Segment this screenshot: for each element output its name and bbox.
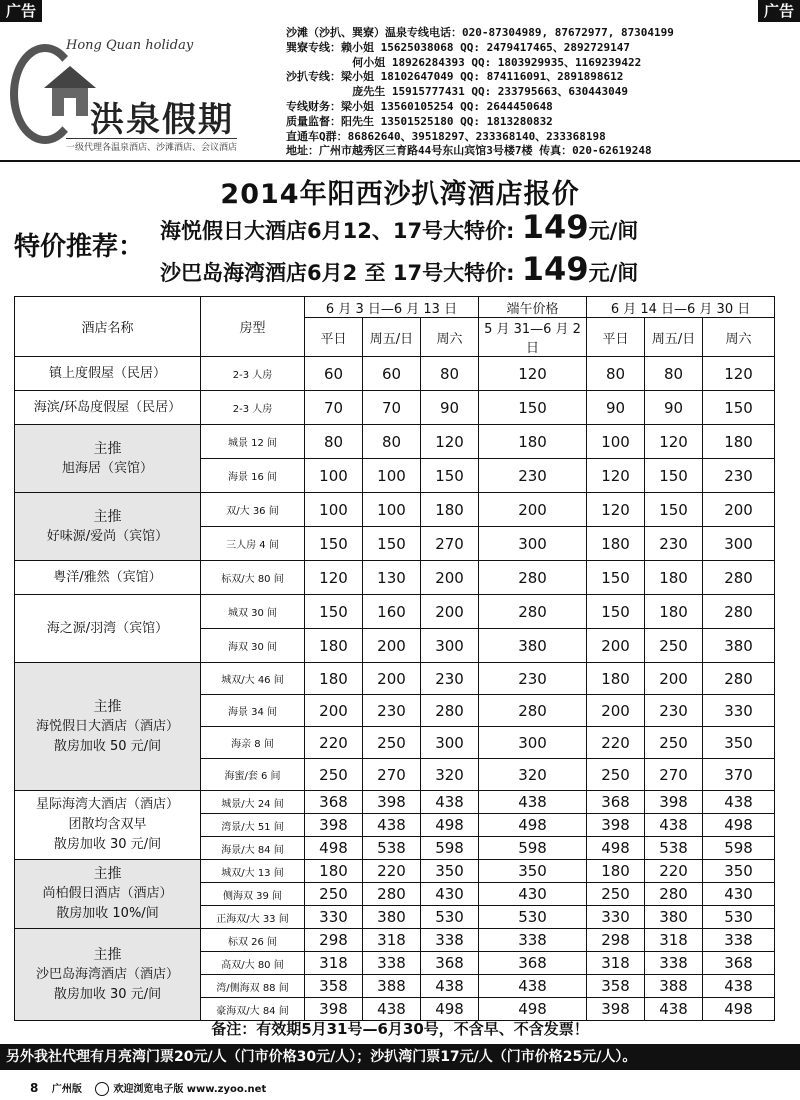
hotel-name-line: 好味源/爱尚（宾馆） — [46, 528, 169, 544]
room-type: 高双/大 80 间 — [201, 952, 305, 975]
price-cell: 270 — [645, 759, 703, 791]
price-cell: 100 — [305, 493, 363, 527]
price-cell: 100 — [587, 425, 645, 459]
room-type: 海景 34 间 — [201, 695, 305, 727]
table-row — [15, 860, 775, 883]
price-cell: 130 — [363, 561, 421, 595]
price-cell: 120 — [479, 357, 587, 391]
featured-label: 主推 — [93, 946, 122, 963]
price-cell: 80 — [587, 357, 645, 391]
price-cell: 358 — [587, 975, 645, 998]
price-cell: 498 — [587, 837, 645, 860]
logo-english: Hong Quan holiday — [66, 38, 194, 53]
price-cell: 498 — [479, 998, 587, 1021]
hotel-name — [15, 595, 201, 663]
featured-label: 主推 — [93, 866, 122, 882]
price-cell: 398 — [587, 814, 645, 837]
price-cell: 368 — [479, 952, 587, 975]
ticket-banner: 另外我社代理有月亮湾门票20元/人（门市价格30元/人）；沙扒湾门票17元/人（门市价格25元/人）。 — [0, 1044, 800, 1070]
room-type: 城双/大 13 间 — [201, 860, 305, 883]
price-cell: 270 — [421, 527, 479, 561]
price-cell: 498 — [421, 814, 479, 837]
price-cell: 200 — [587, 695, 645, 727]
room-type: 标双/大 80 间 — [201, 561, 305, 595]
price-cell: 180 — [587, 527, 645, 561]
hotel-name — [15, 493, 201, 561]
price-cell: 80 — [421, 357, 479, 391]
price-cell: 380 — [363, 906, 421, 929]
ad-label-left: 广告 — [0, 0, 42, 22]
header-saturday: 周六 — [703, 318, 775, 357]
header-period-1: 6 月 3 日—6 月 13 日 — [305, 297, 479, 318]
price-cell: 150 — [363, 527, 421, 561]
note: 备注：有效期5月31号—6月30号，不含早、不含发票！ — [211, 1020, 589, 1038]
room-type: 城双 30 间 — [201, 595, 305, 629]
price-cell: 220 — [645, 860, 703, 883]
hotel-name-line: 散房加收 10%/间 — [56, 906, 159, 921]
price-cell: 230 — [645, 695, 703, 727]
price-cell: 350 — [703, 860, 775, 883]
price-cell: 330 — [305, 906, 363, 929]
price-cell: 330 — [703, 695, 775, 727]
price-cell: 538 — [363, 837, 421, 860]
price-cell: 438 — [479, 975, 587, 998]
price-cell: 280 — [479, 695, 587, 727]
price-cell: 80 — [645, 357, 703, 391]
hotel-name — [15, 860, 201, 929]
featured-label: 主推 — [93, 440, 122, 457]
hotel-name-line: 镇上度假屋（民居） — [48, 365, 166, 381]
price-cell: 438 — [363, 998, 421, 1021]
header-fri-sun: 周五/日 — [645, 318, 703, 357]
price-cell: 250 — [587, 759, 645, 791]
room-type: 城双/大 46 间 — [201, 663, 305, 695]
price-cell: 70 — [363, 391, 421, 425]
price-cell: 430 — [703, 883, 775, 906]
price-cell: 120 — [421, 425, 479, 459]
price-cell: 150 — [645, 459, 703, 493]
price-cell: 150 — [587, 595, 645, 629]
hotel-name — [15, 561, 201, 595]
price-cell: 438 — [421, 791, 479, 814]
hotel-name — [15, 357, 201, 391]
price-cell: 200 — [703, 493, 775, 527]
price-cell: 200 — [363, 629, 421, 663]
price-cell: 150 — [645, 493, 703, 527]
room-type: 海景/大 84 间 — [201, 837, 305, 860]
price-cell: 150 — [305, 595, 363, 629]
price-cell: 100 — [363, 459, 421, 493]
price-cell: 338 — [363, 952, 421, 975]
price-cell: 150 — [587, 561, 645, 595]
price-cell: 120 — [305, 561, 363, 595]
price-cell: 498 — [703, 998, 775, 1021]
header — [0, 22, 800, 162]
price-cell: 380 — [645, 906, 703, 929]
price-cell: 150 — [479, 391, 587, 425]
price-cell: 230 — [363, 695, 421, 727]
price-cell: 200 — [363, 663, 421, 695]
featured-label: 主推 — [93, 508, 122, 525]
price-cell: 280 — [703, 595, 775, 629]
price-cell: 280 — [703, 561, 775, 595]
price-cell: 350 — [703, 727, 775, 759]
hotel-name-line: 粤洋/雅然（宾馆） — [53, 569, 162, 585]
price-cell: 280 — [479, 561, 587, 595]
price-cell: 398 — [305, 998, 363, 1021]
contact-line: 何小姐 18926284393 QQ: 1803929935、1169239422 — [286, 55, 642, 69]
contact-line: 质量监督：阳先生 13501525180 QQ: 1813280832 — [286, 114, 553, 128]
room-type: 湾景/大 51 间 — [201, 814, 305, 837]
special-offer-unit: 元/间 — [588, 219, 639, 243]
table-row — [15, 663, 775, 695]
contact-line: 地址：广州市越秀区三育路44号东山宾馆3号楼7楼 传真：020-62619248 — [286, 144, 652, 158]
price-cell: 338 — [421, 929, 479, 952]
price-cell: 318 — [305, 952, 363, 975]
price-cell: 200 — [305, 695, 363, 727]
price-table-body — [15, 357, 775, 1021]
price-cell: 318 — [645, 929, 703, 952]
price-cell: 160 — [363, 595, 421, 629]
table-row — [15, 391, 775, 425]
price-cell: 330 — [587, 906, 645, 929]
price-cell: 230 — [479, 459, 587, 493]
price-cell: 318 — [587, 952, 645, 975]
price-cell: 338 — [703, 929, 775, 952]
header-room-type: 房型 — [201, 297, 305, 357]
header-festival: 端午价格 — [479, 297, 587, 318]
price-cell: 598 — [479, 837, 587, 860]
price-cell: 298 — [587, 929, 645, 952]
page-title: 2014年阳西沙扒湾酒店报价 — [220, 179, 580, 210]
price-cell: 320 — [479, 759, 587, 791]
price-cell: 250 — [363, 727, 421, 759]
price-cell: 498 — [703, 814, 775, 837]
hotel-name — [15, 791, 201, 860]
hotel-name-line: 海之源/羽湾（宾馆） — [46, 620, 169, 636]
price-cell: 398 — [645, 791, 703, 814]
page-number: 8 — [30, 1081, 39, 1095]
welcome-text: 欢迎浏览电子版 www.zyoo.net — [113, 1084, 267, 1095]
header-period-2: 6 月 14 日—6 月 30 日 — [587, 297, 775, 318]
price-cell: 270 — [363, 759, 421, 791]
table-row — [15, 357, 775, 391]
header-hotel-name: 酒店名称 — [15, 297, 201, 357]
price-cell: 230 — [421, 663, 479, 695]
contact-info — [286, 26, 796, 159]
price-cell: 438 — [645, 814, 703, 837]
room-type: 湾/侧海双 88 间 — [201, 975, 305, 998]
hotel-name-line: 海悦假日大酒店（酒店） — [35, 718, 179, 734]
price-cell: 100 — [363, 493, 421, 527]
price-cell: 200 — [645, 663, 703, 695]
footer — [30, 1080, 276, 1096]
price-cell: 430 — [421, 883, 479, 906]
price-cell: 90 — [645, 391, 703, 425]
price-cell: 398 — [587, 998, 645, 1021]
contact-line: 巽寮专线：赖小姐 15625038068 QQ: 2479417465、2892729147 — [286, 40, 631, 54]
price-cell: 280 — [645, 883, 703, 906]
ad-label-right: 广告 — [758, 0, 800, 22]
price-cell: 250 — [645, 629, 703, 663]
special-offer-text: 海悦假日大酒店6月12、17号大特价: — [160, 219, 522, 243]
price-cell: 220 — [587, 727, 645, 759]
price-cell: 498 — [479, 814, 587, 837]
price-cell: 300 — [479, 727, 587, 759]
contact-line: 直通车Q群：86862640、39518297、233368140、233368198 — [286, 129, 606, 143]
house-icon — [44, 66, 96, 116]
price-cell: 318 — [363, 929, 421, 952]
logo — [6, 26, 276, 154]
price-cell: 100 — [305, 459, 363, 493]
table-row — [15, 493, 775, 527]
contact-line: 沙滩（沙扒、巽寮）温泉专线电话：020-87304989, 87672977, 87304199 — [286, 26, 674, 39]
header-saturday: 周六 — [421, 318, 479, 357]
price-cell: 120 — [587, 459, 645, 493]
price-cell: 430 — [479, 883, 587, 906]
price-cell: 300 — [703, 527, 775, 561]
special-offer-price: 149 — [521, 250, 589, 288]
price-cell: 358 — [305, 975, 363, 998]
hotel-name-line: 旭海居（宾馆） — [61, 460, 153, 476]
price-cell: 150 — [421, 459, 479, 493]
price-cell: 368 — [703, 952, 775, 975]
contact-line: 专线财务：梁小姐 13560105254 QQ: 2644450648 — [286, 99, 553, 113]
contact-line: 庞先生 15915777431 QQ: 233795663、630443049 — [286, 85, 629, 99]
logo-chinese: 洪泉假期 — [90, 100, 234, 140]
room-type: 2-3 人房 — [201, 357, 305, 391]
header-festival-dates: 5 月 31—6 月 2 日 — [479, 318, 587, 357]
price-cell: 388 — [363, 975, 421, 998]
price-cell: 120 — [645, 425, 703, 459]
price-cell: 90 — [421, 391, 479, 425]
price-cell: 180 — [479, 425, 587, 459]
price-cell: 70 — [305, 391, 363, 425]
edition: 广州版 — [51, 1084, 82, 1095]
room-type: 2-3 人房 — [201, 391, 305, 425]
featured-label: 主推 — [93, 698, 122, 715]
price-cell: 350 — [479, 860, 587, 883]
price-cell: 60 — [305, 357, 363, 391]
special-label: 特价推荐： — [14, 232, 145, 262]
room-type: 城景/大 24 间 — [201, 791, 305, 814]
table-row — [15, 929, 775, 952]
price-cell: 438 — [421, 975, 479, 998]
room-type: 海双 30 间 — [201, 629, 305, 663]
price-cell: 180 — [305, 860, 363, 883]
header-fri-sun: 周五/日 — [363, 318, 421, 357]
room-type: 双/大 36 间 — [201, 493, 305, 527]
price-cell: 80 — [363, 425, 421, 459]
price-cell: 530 — [703, 906, 775, 929]
price-cell: 368 — [587, 791, 645, 814]
room-type: 侧海双 39 间 — [201, 883, 305, 906]
hotel-name-line: 散房加收 50 元/间 — [53, 738, 162, 754]
price-cell: 230 — [645, 527, 703, 561]
price-cell: 250 — [587, 883, 645, 906]
price-cell: 200 — [587, 629, 645, 663]
price-cell: 180 — [587, 860, 645, 883]
logo-subtitle: 一级代理各温泉酒店、沙滩酒店、会议酒店 — [66, 138, 237, 153]
room-type: 标双 26 间 — [201, 929, 305, 952]
special-offer-2 — [160, 250, 638, 288]
price-cell: 180 — [587, 663, 645, 695]
room-type: 海蜜/套 6 间 — [201, 759, 305, 791]
price-cell: 180 — [305, 663, 363, 695]
hotel-name-line: 团散均含双早 — [68, 817, 147, 832]
price-cell: 180 — [645, 595, 703, 629]
hotel-name-line: 星际海湾大酒店（酒店） — [35, 797, 179, 812]
price-cell: 298 — [305, 929, 363, 952]
price-cell: 180 — [645, 561, 703, 595]
brand-circle-icon — [95, 1082, 109, 1096]
room-type: 三人房 4 间 — [201, 527, 305, 561]
price-cell: 388 — [645, 975, 703, 998]
price-cell: 250 — [305, 759, 363, 791]
contact-line: 沙扒专线：梁小姐 18102647049 QQ: 874116091、2891898612 — [286, 70, 624, 84]
price-cell: 398 — [305, 814, 363, 837]
price-cell: 398 — [363, 791, 421, 814]
room-type: 正海双/大 33 间 — [201, 906, 305, 929]
table-row — [15, 561, 775, 595]
price-cell: 538 — [645, 837, 703, 860]
room-type: 豪海双/大 84 间 — [201, 998, 305, 1021]
price-cell: 280 — [421, 695, 479, 727]
price-cell: 180 — [421, 493, 479, 527]
room-type: 海亲 8 间 — [201, 727, 305, 759]
price-cell: 220 — [305, 727, 363, 759]
price-cell: 370 — [703, 759, 775, 791]
price-cell: 380 — [703, 629, 775, 663]
hotel-name — [15, 391, 201, 425]
hotel-name — [15, 929, 201, 1021]
table-row — [15, 595, 775, 629]
price-cell: 280 — [703, 663, 775, 695]
price-cell: 380 — [479, 629, 587, 663]
price-cell: 120 — [703, 357, 775, 391]
price-cell: 530 — [479, 906, 587, 929]
price-cell: 120 — [587, 493, 645, 527]
room-type: 城景 12 间 — [201, 425, 305, 459]
price-cell: 368 — [421, 952, 479, 975]
header-weekday: 平日 — [587, 318, 645, 357]
price-cell: 338 — [645, 952, 703, 975]
price-cell: 300 — [479, 527, 587, 561]
special-offer-1 — [160, 208, 638, 246]
hotel-name-line: 散房加收 30 元/间 — [53, 837, 162, 852]
price-cell: 150 — [703, 391, 775, 425]
hotel-name-line: 散房加收 30 元/间 — [53, 986, 162, 1002]
price-cell: 80 — [305, 425, 363, 459]
price-cell: 438 — [645, 998, 703, 1021]
price-cell: 200 — [421, 561, 479, 595]
price-cell: 220 — [363, 860, 421, 883]
price-cell: 200 — [479, 493, 587, 527]
price-cell: 90 — [587, 391, 645, 425]
price-cell: 598 — [421, 837, 479, 860]
price-cell: 438 — [703, 791, 775, 814]
special-offer-unit: 元/间 — [588, 261, 639, 285]
hotel-name — [15, 663, 201, 791]
header-weekday: 平日 — [305, 318, 363, 357]
price-cell: 438 — [703, 975, 775, 998]
price-cell: 60 — [363, 357, 421, 391]
price-cell: 498 — [421, 998, 479, 1021]
price-cell: 530 — [421, 906, 479, 929]
price-cell: 250 — [305, 883, 363, 906]
price-cell: 438 — [363, 814, 421, 837]
price-cell: 280 — [479, 595, 587, 629]
price-cell: 180 — [703, 425, 775, 459]
price-cell: 200 — [421, 595, 479, 629]
price-cell: 250 — [645, 727, 703, 759]
special-offer-price: 149 — [521, 208, 589, 246]
hotel-name-line: 沙巴岛海湾酒店（酒店） — [35, 966, 179, 982]
price-cell: 150 — [305, 527, 363, 561]
price-cell: 338 — [479, 929, 587, 952]
room-type: 海景 16 间 — [201, 459, 305, 493]
price-cell: 320 — [421, 759, 479, 791]
price-cell: 300 — [421, 629, 479, 663]
price-cell: 498 — [305, 837, 363, 860]
price-cell: 350 — [421, 860, 479, 883]
price-cell: 300 — [421, 727, 479, 759]
hotel-name — [15, 425, 201, 493]
hotel-name-line: 尚柏假日酒店（酒店） — [42, 886, 173, 901]
hotel-name-line: 海滨/环岛度假屋（民居） — [33, 399, 182, 415]
table-row — [15, 791, 775, 814]
price-cell: 368 — [305, 791, 363, 814]
price-table — [14, 296, 775, 1021]
price-cell: 598 — [703, 837, 775, 860]
price-cell: 230 — [703, 459, 775, 493]
price-cell: 280 — [363, 883, 421, 906]
special-offer-text: 沙巴岛海湾酒店6月2 至 17号大特价: — [160, 261, 522, 285]
price-cell: 438 — [479, 791, 587, 814]
price-cell: 180 — [305, 629, 363, 663]
table-row — [15, 425, 775, 459]
price-cell: 230 — [479, 663, 587, 695]
